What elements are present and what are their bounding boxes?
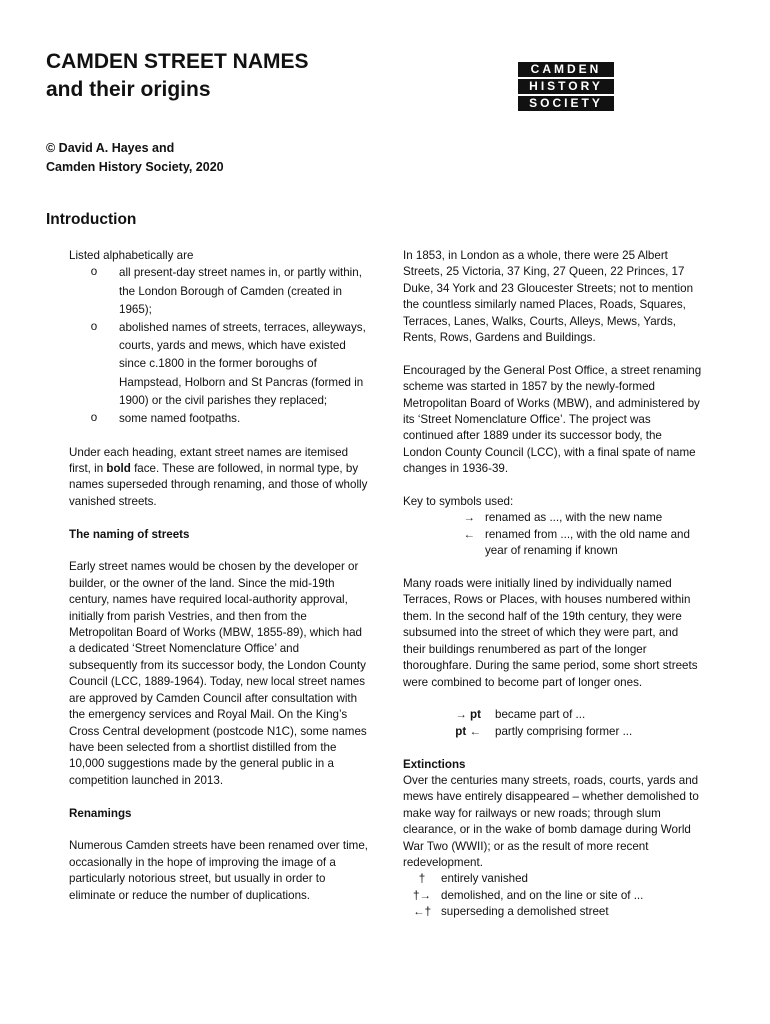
part-symbol-text: became part of ... [495,708,586,722]
roads-paragraph: Many roads were initially lined by individually named Terraces, Rows or Places, with houses numbered within them. In the second half of the 19th century, they were subsumed into the street of which they were part, and their buildings renumbered as part of the longer thoroughfare. During the same period, some short streets were combined to become part of longer ones. [403,577,698,689]
bullet-marker: o [90,265,98,279]
naming-heading: The naming of streets [69,527,190,541]
list-item [69,264,369,319]
key-text: renamed as ..., with the new name [485,511,663,525]
under-heading-post: face. These are followed, in normal type, by names superseded through renaming, and those of wholly vanished streets. [69,462,368,508]
key-row [403,527,703,560]
part-symbol-text: partly comprising former ... [495,724,633,738]
title-line-2: and their origins [46,78,211,101]
extinctions-paragraph: Over the centuries many streets, roads, courts, yards and mews have entirely disappeared – whether demolished to make way for railways or new roads; through slum clearance, or in the wake of bomb damage during World War Two (WWII); or as the result of more recent redevelopment. [403,773,699,869]
arrow-left-icon: ← [463,527,475,541]
part-symbol: → pt [455,708,481,722]
bullet-text: some named footpaths. [119,412,241,426]
key-row [403,510,703,526]
list-item [69,319,369,410]
left-column [69,248,369,904]
under-heading-paragraph [69,445,369,511]
bullet-marker: o [90,411,98,425]
renamings-paragraph: Numerous Camden streets have been renamed over time, occasionally in the hope of improving the image of a particularly notorious street, but usually in order to eliminate or reduce the number of duplications. [69,839,369,902]
part-symbol-row [403,724,703,740]
extinction-symbol-row [403,904,703,920]
part-symbol: pt ← [455,724,481,738]
list-item [69,410,369,428]
extinction-symbol-row [403,888,703,904]
logo-line-2: HISTORY [518,79,614,94]
under-heading-pre: Under each heading, extant street names are itemised first, in [69,445,349,476]
under-heading-bold: bold [106,462,131,476]
arrow-right-icon: → [463,511,475,525]
dagger-icon: † [418,872,426,886]
bullet-text: abolished names of streets, terraces, alleyways, courts, yards and mews, which have existed since c.1800 in the former boroughs of Hampstead, Holborn and St Pancras (formed in 1900) or the civil parishes they replaced; [119,321,366,407]
renamings-heading: Renamings [69,806,132,820]
key-text: renamed from ..., with the old name and year of renaming if known [485,527,690,558]
section-title: Introduction [46,211,137,228]
copyright-line-1: © David A. Hayes and [46,141,175,155]
listed-intro: Listed alphabetically are [69,249,194,262]
copyright-line-2: Camden History Society, 2020 [46,160,224,174]
bullet-marker: o [90,320,98,334]
copyright-notice [46,139,224,177]
right-column [403,248,703,921]
extinctions-heading: Extinctions [403,757,466,771]
naming-paragraph: Early street names would be chosen by the developer or builder, or the owner of the land. Since the mid-19th century, names have required local-authority approval, initially from parish Vestries, and then from the Metropolitan Board of Works (MBW, 1855-89), which had a dedicated ‘Street Nomenclature Office’ and subsequently from its successor body, the London County Council (LCC, 1889-1964). Today, new local street names are approved by Camden Council after consultation with the emergency services and Royal Mail. On the King’s Cross Central development (postcode N1C), some names have been selected from a shortlist distilled from the 10,000 suggestions made by the general public in a competition launched in 2013. [69,560,367,787]
society-logo [518,62,614,113]
logo-line-1: CAMDEN [518,62,614,77]
arrow-left-dagger-icon: ←† [412,905,432,919]
extinction-symbol-row [403,871,703,887]
london-paragraph: In 1853, in London as a whole, there were 25 Albert Streets, 25 Victoria, 37 King, 27 Queen, 22 Princes, 17 Duke, 34 York and 23 Gloucester Streets; not to mention the countless similarly named Places, Roads, Squares, Terraces, Lanes, Walks, Courts, Alleys, Mews, Yards, Rents, Rows, Gardens and Buildings. [403,249,694,345]
dagger-arrow-right-icon: †→ [412,888,432,902]
extinction-symbol-text: superseding a demolished street [441,905,609,919]
logo-line-3: SOCIETY [518,96,614,111]
extinction-symbol-text: demolished, and on the line or site of ... [441,888,644,902]
document-title [46,48,309,104]
bullet-text: all present-day street names in, or partly within, the London Borough of Camden (created in 1965); [119,266,362,316]
key-heading: Key to symbols used: [403,495,514,509]
gpo-paragraph: Encouraged by the General Post Office, a street renaming scheme was started in 1857 by the newly-formed Metropolitan Board of Works (MBW), and administered by its ‘Street Nomenclature Office’. The project was continued after 1889 under its successor body, the London County Council (LCC), with a final spate of name changes in 1936-39. [403,363,702,476]
part-symbol-row [403,707,703,723]
title-line-1: CAMDEN STREET NAMES [46,50,309,73]
extinction-symbol-text: entirely vanished [441,872,529,886]
